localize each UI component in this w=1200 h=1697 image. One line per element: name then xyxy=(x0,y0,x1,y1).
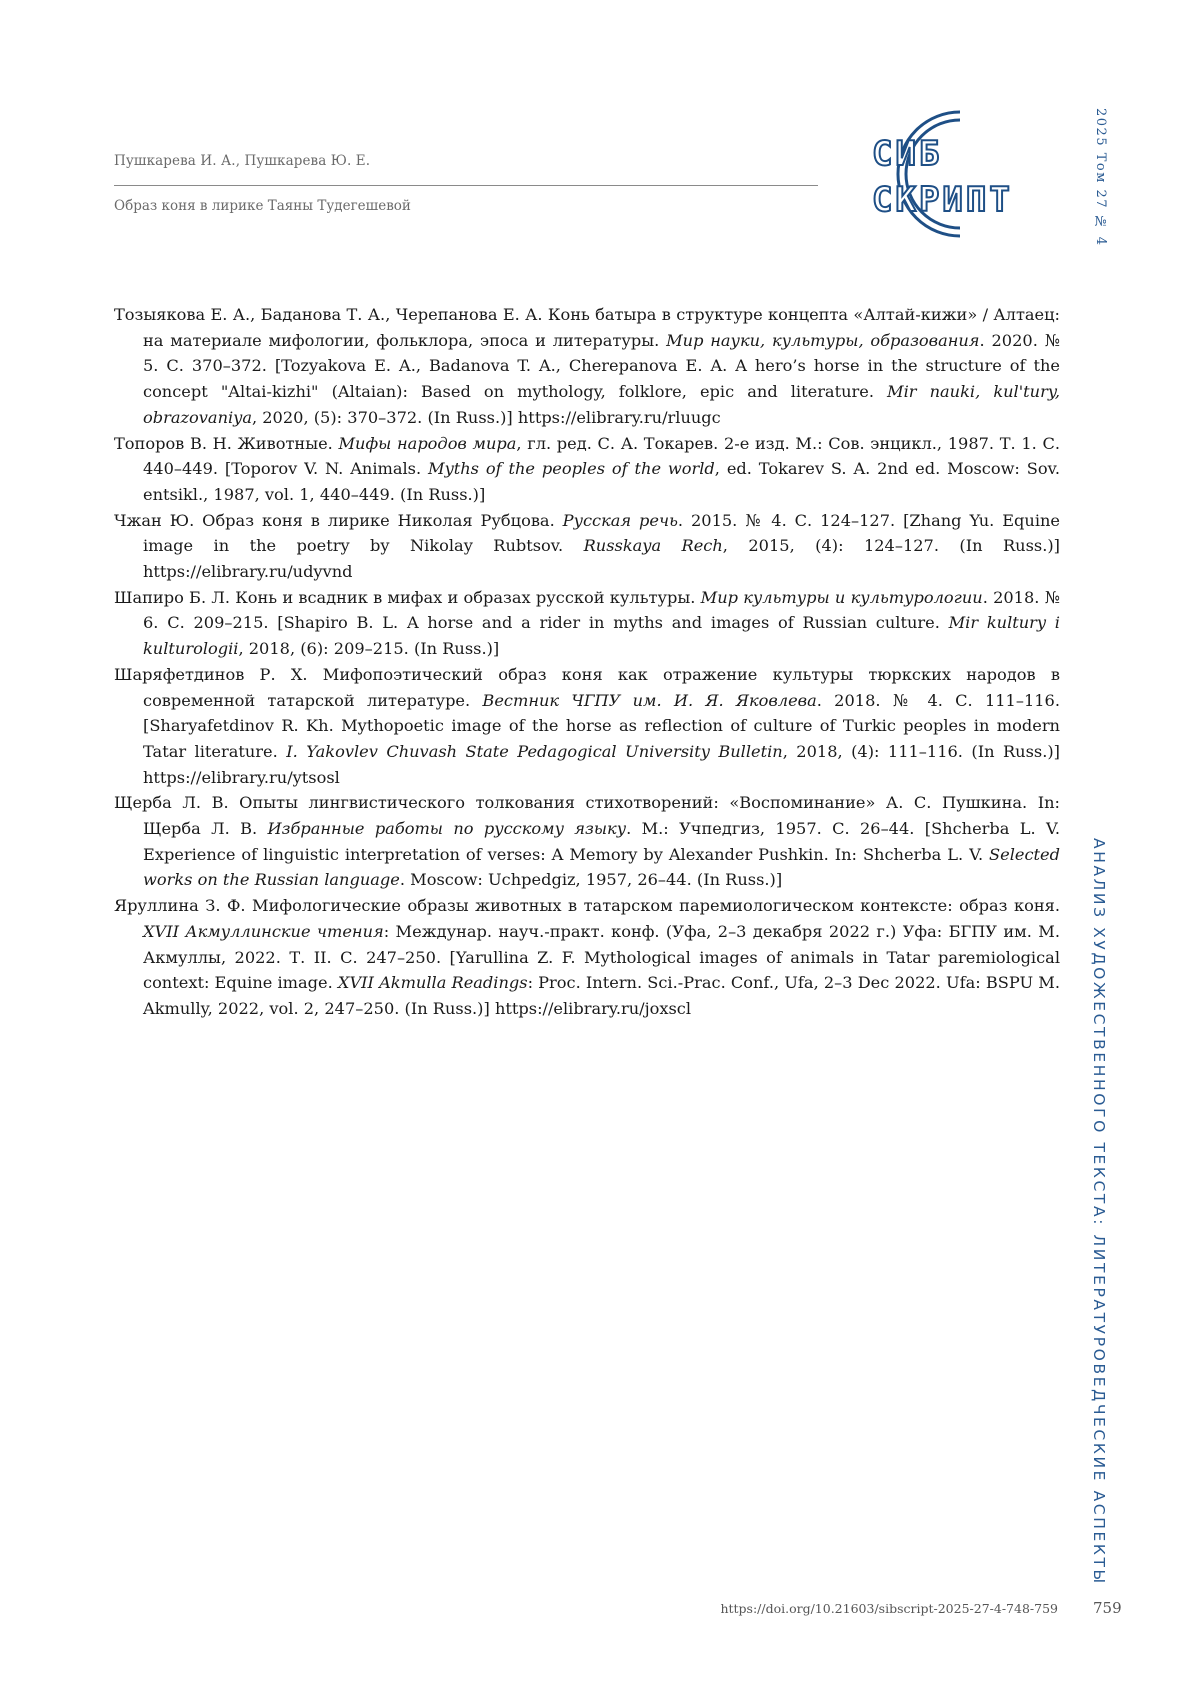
reference-list xyxy=(114,302,1060,1022)
reference-item: Щерба Л. В. Опыты лингвистического толкования стихотворений: «Воспоминание» А. С. Пушкина. In: Щерба Л. В. Избранные работы по русскому языку. М.: Учпедгиз, 1957. С. 26–44. [Shcherba L. V. Experience of linguistic interpretation of verses: A Memory by Alexander Pushkin. In: Shcherba L. V. Selected works on the Russian language. Moscow: Uchpedgiz, 1957, 26–44. (In Russ.)] xyxy=(114,790,1060,893)
section-title-vertical: АНАЛИЗ ХУДОЖЕСТВЕННОГО ТЕКСТА: ЛИТЕРАТУРОВЕДЧЕСКИЕ АСПЕКТЫ xyxy=(1090,838,1108,1586)
reference-item: Яруллина З. Ф. Мифологические образы животных в татарском паремиологическом контексте: образ коня. XVII Акмуллинские чтения: Междунар. науч.-практ. конф. (Уфа, 2–3 декабря 2022 г.) Уфа: БГПУ им. М. Акмуллы, 2022. Т. II. С. 247–250. [Yarullina Z. F. Mythological images of animals in Tatar paremiological context: Equine image. XVII Akmulla Readings: Proc. Intern. Sci.-Prac. Conf., Ufa, 2–3 Dec 2022. Ufa: BSPU M. Akmully, 2022, vol. 2, 247–250. (In Russ.)] https://elibrary.ru/joxscl xyxy=(114,893,1060,1022)
header-divider xyxy=(114,185,818,186)
reference-item: Топоров В. Н. Животные. Мифы народов мира, гл. ред. С. А. Токарев. 2-е изд. М.: Сов. энцикл., 1987. Т. 1. С. 440–449. [Toporov V. N. Animals. Myths of the peoples of the world, ed. Tokarev S. A. 2nd ed. Moscow: Sov. entsikl., 1987, vol. 1, 440–449. (In Russ.)] xyxy=(114,431,1060,508)
running-header-authors: Пушкарева И. А., Пушкарева Ю. Е. xyxy=(114,153,370,169)
reference-item: Шапиро Б. Л. Конь и всадник в мифах и образах русской культуры. Мир культуры и культурологии. 2018. № 6. С. 209–215. [Shapiro B. L. A horse and a rider in myths and images of Russian culture. Mir kultury i kulturologii, 2018, (6): 209–215. (In Russ.)] xyxy=(114,585,1060,662)
logo-word-skript: СКРИПТ xyxy=(872,180,1013,220)
logo-c-mark xyxy=(832,104,1072,244)
doi-link[interactable]: https://doi.org/10.21603/sibscript-2025-27-4-748-759 xyxy=(720,1601,1058,1616)
running-header-title: Образ коня в лирике Таяны Тудегешевой xyxy=(114,198,411,214)
logo-word-sib: СИБ xyxy=(872,134,942,174)
page-number: 759 xyxy=(1093,1599,1122,1617)
volume-issue-label: 2025 Том 27 № 4 xyxy=(1093,108,1108,247)
reference-item: Тозыякова Е. А., Баданова Т. А., Черепанова Е. А. Конь батыра в структуре концепта «Алтай-кижи» / Алтаец: на материале мифологии, фольклора, эпоса и литературы. Мир науки, культуры, образования. 2020. № 5. С. 370–372. [Tozyakova E. A., Badanova T. A., Cherepanova E. A. A hero’s horse in the structure of the concept "Altai-kizhi" (Altaian): Based on mythology, folklore, epic and literature. Mir nauki, kul'tury, obrazovaniya, 2020, (5): 370–372. (In Russ.)] https://elibrary.ru/rluugc xyxy=(114,302,1060,431)
reference-item: Шаряфетдинов Р. Х. Мифопоэтический образ коня как отражение культуры тюркских народов в современной татарской литературе. Вестник ЧГПУ им. И. Я. Яковлева. 2018. № 4. С. 111–116. [Sharyafetdinov R. Kh. Mythopoetic image of the horse as reflection of culture of Turkic peoples in modern Tatar literature. I. Yakovlev Chuvash State Pedagogical University Bulletin, 2018, (4): 111–116. (In Russ.)] https://elibrary.ru/ytsosl xyxy=(114,662,1060,791)
reference-item: Чжан Ю. Образ коня в лирике Николая Рубцова. Русская речь. 2015. № 4. С. 124–127. [Zhang Yu. Equine image in the poetry by Nikolay Rubtsov. Russkaya Rech, 2015, (4): 124–127. (In Russ.)] https://elibrary.ru/udyvnd xyxy=(114,508,1060,585)
journal-logo xyxy=(832,104,1072,244)
